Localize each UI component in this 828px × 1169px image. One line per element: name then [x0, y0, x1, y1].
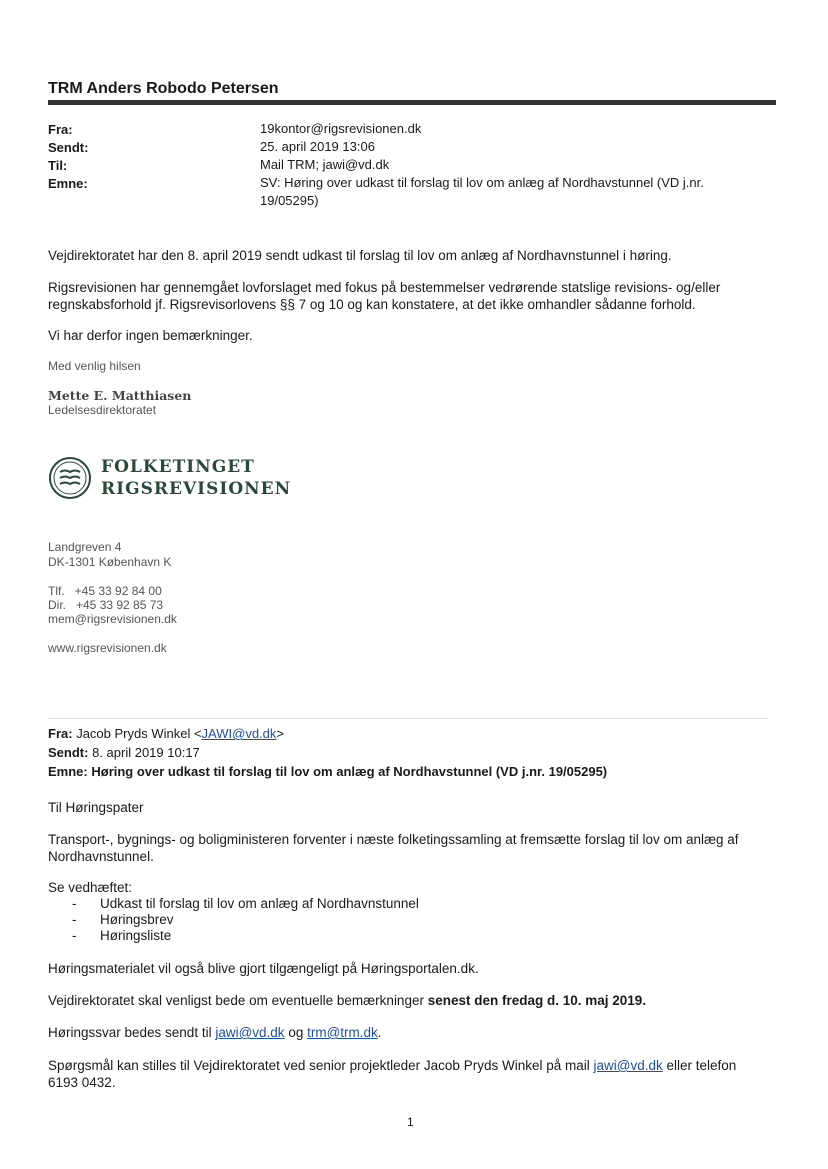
forward-paragraph-5: [48, 1057, 768, 1091]
to-label: Til:: [48, 158, 68, 173]
attachments-intro: Se vedhæftet:: [48, 880, 133, 895]
questions-end: eller telefon 6193 0432.: [48, 1058, 737, 1090]
title-rule: [48, 100, 776, 105]
subject-label: Emne:: [48, 176, 88, 191]
logo-line-folketinget: FOLKETINGET: [101, 457, 255, 477]
forward-paragraph-2: Høringsmaterialet vil også blive gjort tilgængeligt på Høringsportalen.dk.: [48, 961, 479, 976]
contact-email: mem@rigsrevisionen.dk: [48, 612, 177, 626]
to-value: Mail TRM; jawi@vd.dk: [260, 157, 390, 172]
response-text: Høringssvar bedes sendt til: [48, 1025, 216, 1040]
forward-paragraph-3: [48, 992, 768, 1009]
subject-value: SV: Høring over udkast til forslag til lov om anlæg af Nordhavstunnel (VD j.nr. 19/05295): [260, 175, 704, 208]
response-end: .: [377, 1025, 382, 1040]
forward-separator: [48, 718, 768, 719]
contact-street: Landgreven 4: [48, 540, 122, 554]
forward-sent-line: [48, 745, 200, 760]
forward-from-close: >: [276, 726, 284, 741]
email-link-vd[interactable]: jawi@vd.dk: [215, 1025, 285, 1040]
attachment-item: Høringsliste: [100, 928, 172, 943]
contact-city: DK-1301 København K: [48, 555, 172, 569]
forward-subject-line: [48, 764, 607, 779]
forward-sent-label: Sendt:: [48, 745, 89, 760]
forward-from-line: [48, 726, 284, 741]
from-value: 19kontor@rigsrevisionen.dk: [260, 121, 422, 136]
reply-paragraph-1: Vejdirektoratet har den 8. april 2019 sendt udkast til forslag til lov om anlæg af Nordhavnstunnel i høring.: [48, 248, 672, 263]
greeting: Med venlig hilsen: [48, 359, 141, 373]
email-link-jawi[interactable]: jawi@vd.dk: [593, 1058, 663, 1073]
forward-from-email-link[interactable]: JAWI@vd.dk: [201, 726, 277, 741]
signer-name: Mette E. Matthiasen: [48, 388, 192, 403]
forward-sent-value: 8. april 2019 10:17: [92, 745, 200, 760]
contact-direct-phone: Dir. +45 33 92 85 73: [48, 598, 164, 612]
sent-label: Sendt:: [48, 140, 89, 155]
attachment-item: Høringsbrev: [100, 912, 174, 927]
forward-subject-value: Høring over udkast til forslag til lov om anlæg af Nordhavstunnel (VD j.nr. 19/05295): [91, 764, 608, 779]
deadline-date: senest den fredag d. 10. maj 2019.: [427, 993, 647, 1008]
list-item: - Høringsliste: [72, 928, 172, 943]
forward-salutation: Til Høringspater: [48, 800, 144, 815]
forward-from-name: Jacob Pryds Winkel <: [76, 726, 202, 741]
forward-paragraph-1: Transport-, bygnings- og boligministeren forventer i næste folketingssamling at fremsætte forslag til lov om anlæg af Nordhavnstunnel.: [48, 832, 739, 864]
list-item: - Udkast til forslag til lov om anlæg af Nordhavnstunnel: [72, 896, 419, 911]
response-connector: og: [284, 1025, 308, 1040]
contact-website: www.rigsrevisionen.dk: [48, 641, 167, 655]
email-link-trm[interactable]: trm@trm.dk: [307, 1025, 378, 1040]
attachment-item: Udkast til forslag til lov om anlæg af Nordhavnstunnel: [100, 896, 419, 911]
reply-paragraph-2: Rigsrevisionen har gennemgået lovforslaget med fokus på bestemmelser vedrørende statslige revisions- og/eller regnskabsforhold jf. Rigsrevisorlovens §§ 7 og 10 og kan konstatere, at det ikke omhandler sådanne forhold.: [48, 280, 721, 312]
list-item: - Høringsbrev: [72, 912, 174, 927]
from-label: Fra:: [48, 122, 73, 137]
signer-department: Ledelsesdirektoratet: [48, 403, 157, 417]
reply-paragraph-3: Vi har derfor ingen bemærkninger.: [48, 328, 253, 343]
logo-line-rigsrevisionen: RIGSREVISIONEN: [101, 479, 292, 499]
page-number: 1: [407, 1115, 414, 1129]
document-title: TRM Anders Robodo Petersen: [48, 80, 279, 97]
deadline-text: Vejdirektoratet skal venligst bede om eventuelle bemærkninger: [48, 993, 428, 1008]
forward-paragraph-4: [48, 1024, 768, 1041]
rigsrevisionen-seal-logo: [48, 456, 92, 500]
forward-subject-label: Emne:: [48, 764, 88, 779]
attachment-list: [72, 896, 419, 944]
sent-value: 25. april 2019 13:06: [260, 139, 375, 154]
contact-phone: Tlf. +45 33 92 84 00: [48, 584, 162, 598]
forward-from-label: Fra:: [48, 726, 73, 741]
questions-text: Spørgsmål kan stilles til Vejdirektoratet ved senior projektleder Jacob Pryds Winkel på mail: [48, 1058, 594, 1073]
